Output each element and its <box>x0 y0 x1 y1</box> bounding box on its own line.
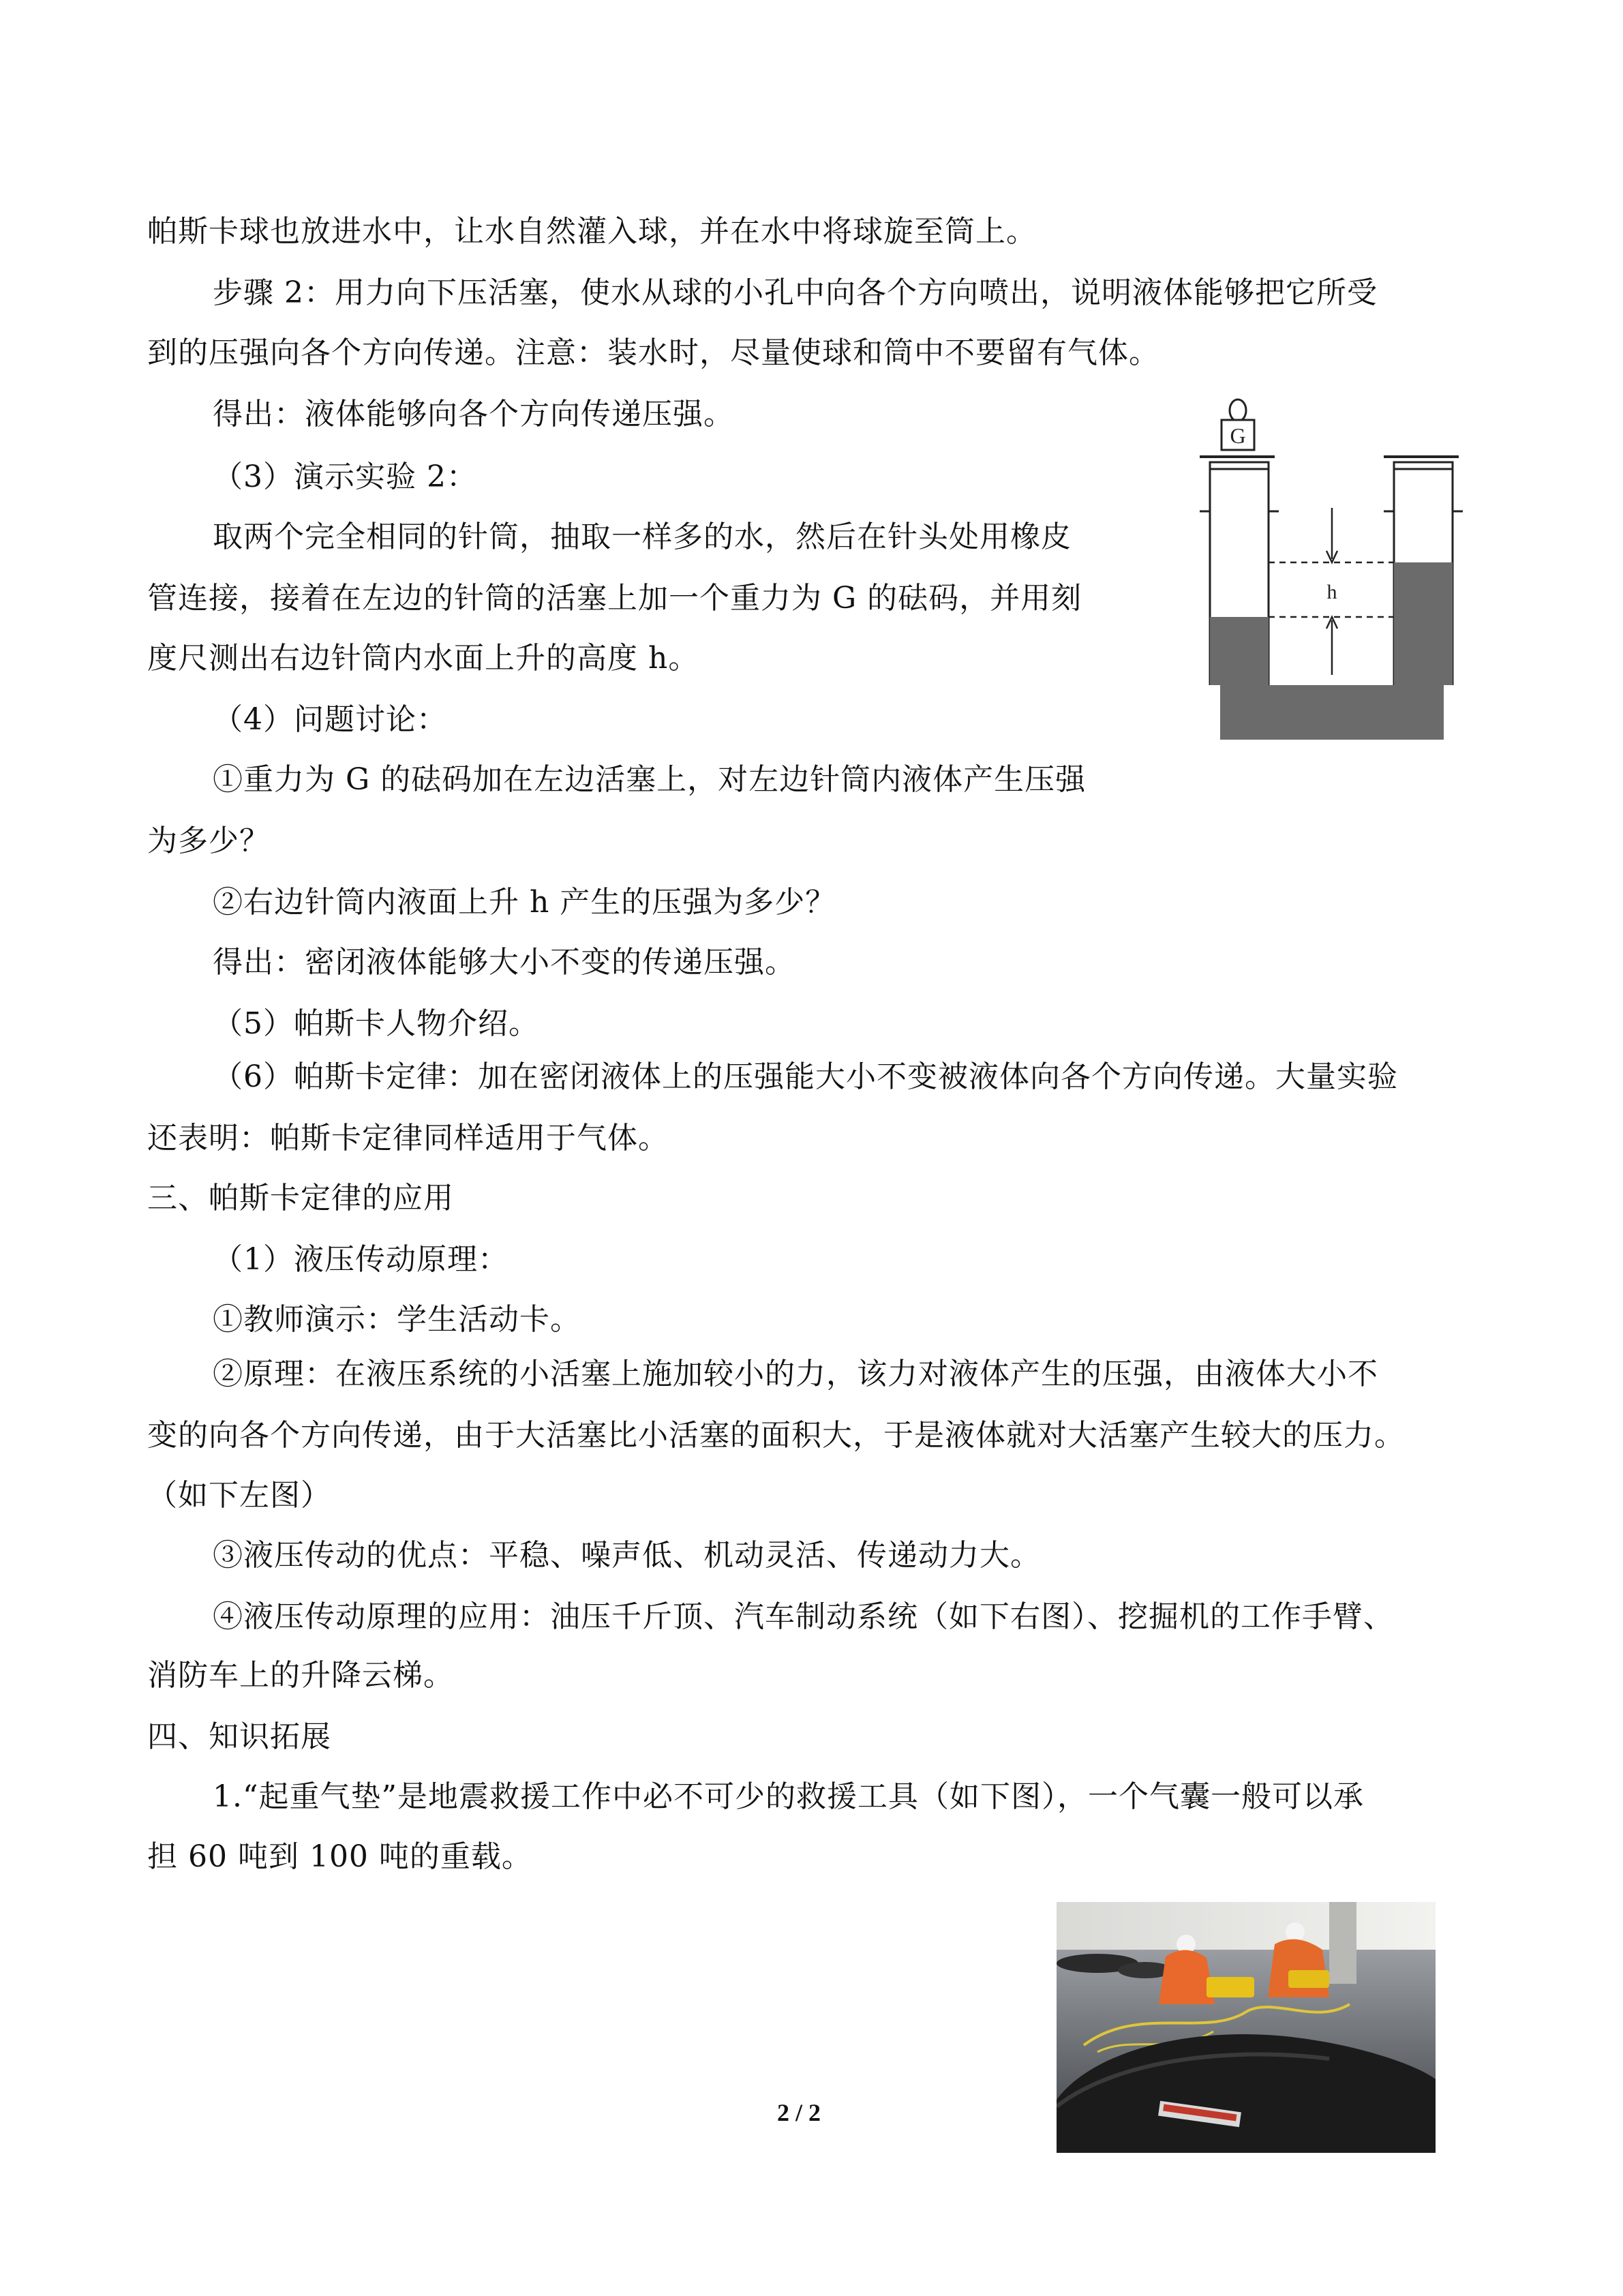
paragraph-line: 担 60 吨到 100 吨的重载。 <box>147 1839 532 1874</box>
paragraph-line: 帕斯卡球也放进水中，让水自然灌入球，并在水中将球旋至筒上。 <box>147 214 1037 249</box>
paragraph-line: ②右边针筒内液面上升 h 产生的压强为多少？ <box>213 885 836 920</box>
paragraph-line: 到的压强向各个方向传递。注意：装水时，尽量使球和筒中不要留有气体。 <box>147 335 1159 370</box>
tube-right <box>1430 685 1444 740</box>
paragraph-line: 步骤 2：用力向下压活塞，使水从球的小孔中向各个方向喷出，说明液体能够把它所受 <box>213 275 1378 310</box>
paragraph-line: 为多少？ <box>147 824 270 858</box>
liquid-fill <box>1394 562 1453 685</box>
right-syringe <box>1384 457 1463 685</box>
section-heading: 三、帕斯卡定律的应用 <box>147 1181 454 1215</box>
paragraph-line: ③液压传动的优点：平稳、噪声低、机动灵活、传递动力大。 <box>213 1538 1041 1573</box>
paragraph-line: ④液压传动原理的应用：油压千斤顶、汽车制动系统（如下右图）、挖掘机的工作手臂、 <box>213 1599 1394 1634</box>
paragraph-line: ①重力为 G 的砝码加在左边活塞上，对左边针筒内液体产生压强 <box>213 762 1087 797</box>
paragraph-line: （如下左图） <box>147 1478 331 1513</box>
weight-block <box>1222 399 1254 450</box>
syringe-diagram <box>1186 395 1472 764</box>
page-number: 2 / 2 <box>777 2099 821 2126</box>
left-syringe <box>1200 457 1279 685</box>
subheading: （1）液压传动原理： <box>213 1242 509 1277</box>
paragraph-line: 度尺测出右边针筒内水面上升的高度 h。 <box>147 641 699 676</box>
paragraph-line: ①教师演示：学生活动卡。 <box>213 1302 581 1337</box>
liquid-fill <box>1210 685 1453 728</box>
liquid-fill <box>1210 617 1269 685</box>
paragraph-line: 得出：密闭液体能够大小不变的传递压强。 <box>213 945 795 980</box>
section-heading: 四、知识拓展 <box>147 1719 331 1754</box>
tube-bottom <box>1220 726 1444 740</box>
subheading: （4）问题讨论： <box>213 702 447 737</box>
paragraph-line: （6）帕斯卡定律：加在密闭液体上的压强能大小不变被液体向各个方向传递。大量实验 <box>213 1059 1398 1094</box>
paragraph-line: 还表明：帕斯卡定律同样适用于气体。 <box>147 1121 669 1155</box>
paragraph-line: 消防车上的升降云梯。 <box>147 1658 454 1693</box>
paragraph-line: ②原理：在液压系统的小活塞上施加较小的力，该力对液体产生的压强，由液体大小不 <box>213 1357 1378 1391</box>
airbag-rescue-photo <box>1057 1902 1436 2153</box>
paragraph-line: 1.“起重气垫”是地震救援工作中必不可少的救援工具（如下图），一个气囊一般可以承 <box>213 1779 1364 1814</box>
paragraph-line: 管连接，接着在左边的针筒的活塞上加一个重力为 G 的砝码，并用刻 <box>147 581 1082 616</box>
paragraph-line: 取两个完全相同的针筒，抽取一样多的水，然后在针头处用橡皮 <box>213 519 1072 554</box>
height-label: h <box>1326 581 1337 603</box>
subheading: （5）帕斯卡人物介绍。 <box>213 1006 539 1041</box>
paragraph-line: 得出：液体能够向各个方向传递压强。 <box>213 397 734 432</box>
weight-label: G <box>1230 423 1246 448</box>
paragraph-line: 变的向各个方向传递，由于大活塞比小活塞的面积大，于是液体就对大活塞产生较大的压力。 <box>147 1418 1405 1453</box>
subheading: （3）演示实验 2： <box>213 459 477 494</box>
